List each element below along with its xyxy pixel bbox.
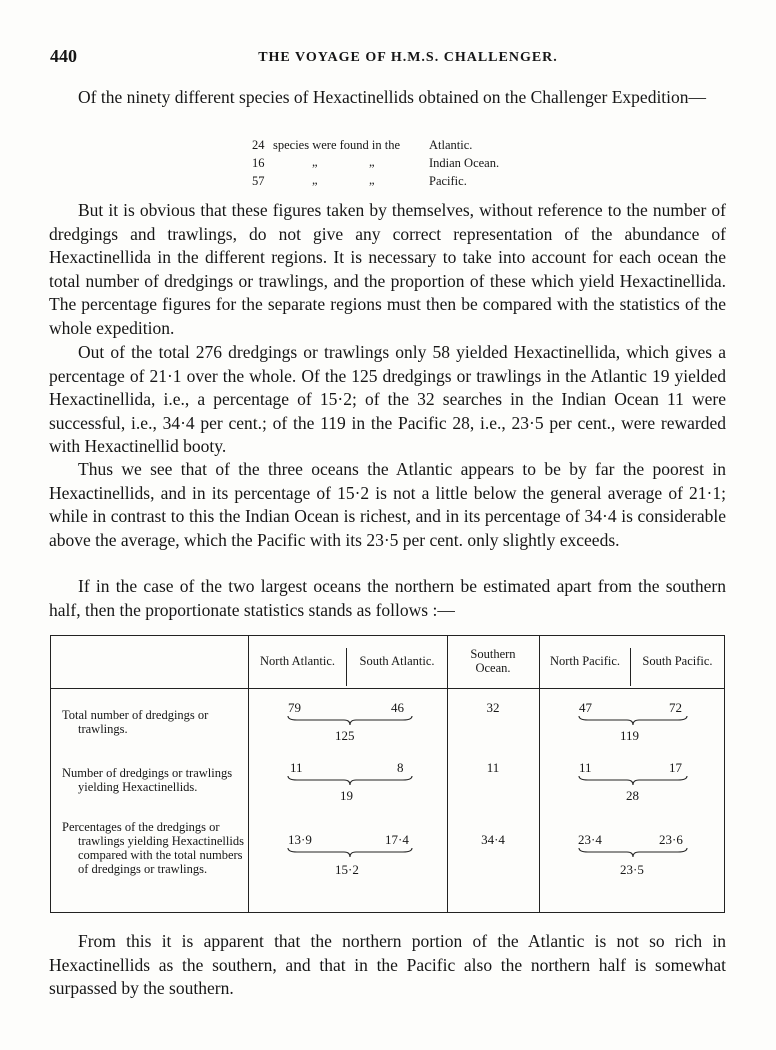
intro-text: Of the ninety different species of Hexactinellids obtained on the Challenger Expedition— — [78, 87, 707, 107]
table-rule — [724, 636, 725, 912]
page-number: 440 — [50, 46, 77, 66]
cell-south-atlantic: 17·4 — [385, 832, 409, 847]
row-label-text: Total number of dredgings or trawlings. — [62, 708, 209, 736]
cell-southern-ocean: 32 — [486, 700, 500, 715]
cell-atlantic-total: 125 — [335, 728, 355, 743]
cell-pacific-total: 28 — [626, 788, 639, 803]
table-rule — [447, 636, 448, 912]
col-southern-ocean: Southern Ocean. — [470, 647, 516, 675]
paragraph-text: If in the case of the two largest oceans the northern be estimated apart from the southern half, then the proportionate statistics stands as follows :— — [49, 576, 726, 620]
paragraph-text: But it is obvious that these figures taken by themselves, without reference to the number of dredgings and trawlings, do not give any correct representation of the abundance of Hexactinellida in the different regions. It is necessary to take into account for each ocean the total number of dredgings or trawlings, and the proportion of these which yield Hexactinellida. The percentage figures for the separate regions must then be compared with the statistics of the whole expedition. — [49, 200, 726, 338]
cell-atlantic-total: 19 — [340, 788, 353, 803]
atlantic-brace — [287, 715, 413, 727]
statistics-table — [50, 635, 725, 913]
species-region: Atlantic. — [429, 138, 473, 152]
species-count: 57 — [252, 174, 265, 188]
running-title: THE VOYAGE OF H.M.S. CHALLENGER. — [258, 50, 558, 65]
cell-north-atlantic: 13·9 — [288, 832, 312, 847]
table-rule — [248, 636, 249, 912]
cell-south-pacific: 17 — [669, 760, 682, 775]
species-region: Pacific. — [429, 174, 467, 188]
row-label — [62, 708, 248, 736]
species-list — [0, 136, 776, 192]
body-paragraph — [49, 458, 726, 552]
ditto-mark: „ — [369, 155, 375, 169]
cell-north-pacific: 23·4 — [578, 832, 602, 847]
table-rule — [539, 636, 540, 912]
row-label — [62, 820, 248, 876]
pacific-brace — [578, 715, 688, 727]
col-south-pacific: South Pacific. — [642, 654, 713, 668]
species-count: 24 — [252, 138, 265, 152]
table-rule — [50, 636, 51, 912]
intro-paragraph — [49, 86, 726, 110]
col-north-pacific: North Pacific. — [549, 654, 621, 668]
cell-pacific-total: 23·5 — [620, 862, 644, 877]
atlantic-brace — [287, 775, 413, 787]
row-label-text: Number of dredgings or trawlings yielding Hexactinellids. — [62, 766, 233, 794]
conclusion-text: From this it is apparent that the northern portion of the Atlantic is not so rich in Hexactinellids as the southern, and that in the Pacific also the northern half is somewhat surpassed by the southern. — [49, 931, 726, 998]
cell-south-atlantic: 46 — [391, 700, 404, 715]
cell-north-atlantic: 79 — [288, 700, 301, 715]
cell-southern-ocean: 11 — [486, 760, 500, 775]
cell-atlantic-total: 15·2 — [335, 862, 359, 877]
col-north-atlantic: North Atlantic. — [260, 654, 335, 668]
cell-north-pacific: 11 — [579, 760, 592, 775]
cell-south-pacific: 72 — [669, 700, 682, 715]
cell-south-atlantic: 8 — [397, 760, 404, 775]
ditto-mark: „ — [312, 173, 318, 187]
body-paragraph — [49, 341, 726, 459]
ditto-mark: „ — [369, 173, 375, 187]
pacific-brace — [578, 847, 688, 859]
species-ditto-text: species were found in the — [273, 138, 401, 152]
cell-north-atlantic: 11 — [290, 760, 303, 775]
cell-south-pacific: 23·6 — [659, 832, 683, 847]
pacific-brace — [578, 775, 688, 787]
species-count: 16 — [252, 156, 265, 170]
cell-southern-ocean: 34·4 — [481, 832, 505, 847]
ditto-mark: „ — [312, 155, 318, 169]
conclusion-paragraph — [49, 930, 726, 1001]
row-label-text: Percentages of the dredgings or trawlings yielding Hexactinellids compared with the total numbers of dredgings or trawlings. — [62, 820, 244, 876]
header-rule — [50, 688, 725, 689]
body-paragraph — [49, 199, 726, 340]
paragraph-text: Out of the total 276 dredgings or trawlings only 58 yielded Hexactinellida, which gives a percentage of 21·1 over the whole. Of the 125 dredgings or trawlings in the Atlantic 19 yielded Hexactinellida, i.e., a percentage of 15·2; of the 32 searches in the Indian Ocean 11 were successful, i.e., 34·4 per cent.; of the 119 in the Pacific 28, i.e., 23·5 per cent., were rewarded with Hexactinellid booty. — [49, 342, 726, 456]
row-label — [62, 766, 248, 794]
species-region: Indian Ocean. — [429, 156, 500, 170]
body-paragraph — [49, 575, 726, 622]
col-south-atlantic: South Atlantic. — [359, 654, 435, 668]
cell-pacific-total: 119 — [620, 728, 640, 743]
cell-north-pacific: 47 — [579, 700, 592, 715]
paragraph-text: Thus we see that of the three oceans the Atlantic appears to be by far the poorest in Hexactinellids, and in its percentage of 15·2 is not a little below the general average of 21·1; while in contrast to this the Indian Ocean is richest, and in its percentage of 34·4 is considerable above the average, which the Pacific with its 23·5 per cent. only slightly exceeds. — [49, 459, 726, 550]
atlantic-brace — [287, 847, 413, 859]
